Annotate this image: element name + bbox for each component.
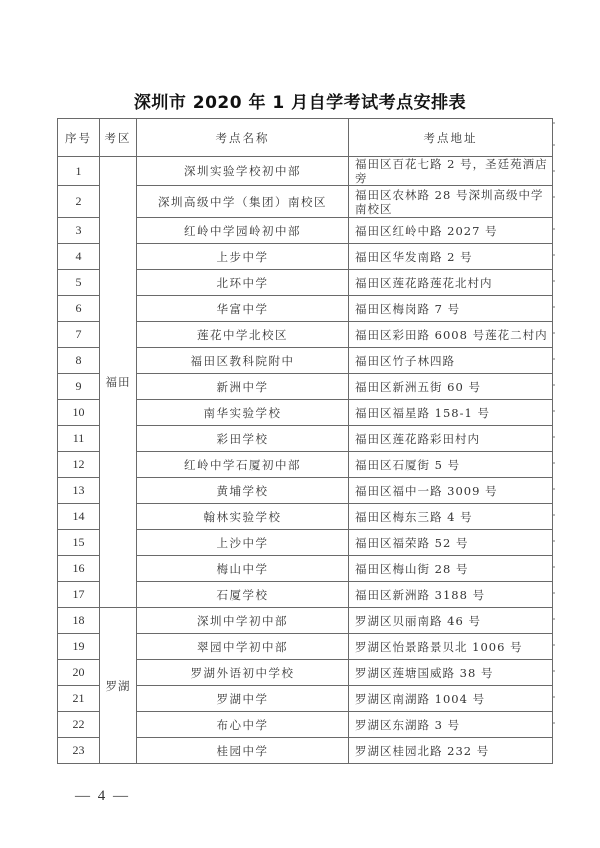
row-site-name: 罗湖外语初中学校	[137, 660, 349, 686]
row-site-address: 福田区莲花路莲花北村内	[349, 270, 553, 296]
row-site-address: 福田区石厦街 5 号	[349, 452, 553, 478]
row-seq: 6	[58, 296, 100, 322]
header-seq: 序号	[58, 119, 100, 157]
row-site-address: 罗湖区东湖路 3 号	[349, 712, 553, 738]
row-site-address: 福田区梅东三路 4 号	[349, 504, 553, 530]
row-seq: 5	[58, 270, 100, 296]
row-site-address: 福田区梅山街 28 号	[349, 556, 553, 582]
row-seq: 13	[58, 478, 100, 504]
row-site-name: 翰林实验学校	[137, 504, 349, 530]
row-site-name: 布心中学	[137, 712, 349, 738]
row-site-name: 上沙中学	[137, 530, 349, 556]
row-site-name: 华富中学	[137, 296, 349, 322]
edge-mark	[553, 384, 555, 386]
edge-mark	[553, 488, 555, 490]
row-site-address: 福田区莲花路彩田村内	[349, 426, 553, 452]
table-row	[58, 157, 553, 186]
row-seq: 20	[58, 660, 100, 686]
exam-site-table	[57, 118, 553, 764]
row-site-name: 彩田学校	[137, 426, 349, 452]
row-seq: 12	[58, 452, 100, 478]
edge-mark	[553, 540, 555, 542]
row-site-address: 罗湖区贝丽南路 46 号	[349, 608, 553, 634]
row-site-address: 福田区华发南路 2 号	[349, 244, 553, 270]
edge-mark	[553, 618, 555, 620]
row-seq: 15	[58, 530, 100, 556]
edge-mark	[553, 462, 555, 464]
header-district: 考区	[100, 119, 137, 157]
row-site-address: 罗湖区怡景路景贝北 1006 号	[349, 634, 553, 660]
row-seq: 4	[58, 244, 100, 270]
row-site-name: 红岭中学园岭初中部	[137, 218, 349, 244]
row-site-name: 深圳实验学校初中部	[137, 157, 349, 186]
edge-mark	[553, 228, 555, 230]
edge-mark	[553, 592, 555, 594]
row-seq: 22	[58, 712, 100, 738]
edge-mark	[553, 170, 555, 172]
row-site-name: 翠园中学初中部	[137, 634, 349, 660]
row-site-address: 福田区新洲五街 60 号	[349, 374, 553, 400]
edge-mark	[553, 410, 555, 412]
row-site-name: 北环中学	[137, 270, 349, 296]
row-site-address: 福田区福荣路 52 号	[349, 530, 553, 556]
row-seq: 2	[58, 186, 100, 218]
edge-mark	[553, 566, 555, 568]
row-site-address: 福田区竹子林四路	[349, 348, 553, 374]
row-site-address: 福田区彩田路 6008 号莲花二村内	[349, 322, 553, 348]
row-site-address: 福田区红岭中路 2027 号	[349, 218, 553, 244]
edge-mark	[553, 122, 555, 124]
header-name: 考点名称	[137, 119, 349, 157]
row-seq: 21	[58, 686, 100, 712]
edge-mark	[553, 306, 555, 308]
row-site-address: 福田区百花七路 2 号，圣廷苑酒店旁	[349, 157, 553, 186]
row-seq: 14	[58, 504, 100, 530]
row-site-name: 莲花中学北校区	[137, 322, 349, 348]
row-site-name: 南华实验学校	[137, 400, 349, 426]
row-site-name: 上步中学	[137, 244, 349, 270]
row-site-name: 黄埔学校	[137, 478, 349, 504]
row-seq: 17	[58, 582, 100, 608]
edge-mark	[553, 722, 555, 724]
row-site-address: 福田区福中一路 3009 号	[349, 478, 553, 504]
row-seq: 23	[58, 738, 100, 764]
row-site-name: 深圳高级中学（集团）南校区	[137, 186, 349, 218]
edge-mark	[553, 670, 555, 672]
header-address: 考点地址	[349, 119, 553, 157]
page-number: — 4 —	[75, 788, 130, 804]
edge-mark	[553, 144, 555, 146]
row-site-name: 福田区教科院附中	[137, 348, 349, 374]
row-site-address: 福田区新洲路 3188 号	[349, 582, 553, 608]
edge-mark	[553, 514, 555, 516]
edge-mark	[553, 280, 555, 282]
row-site-name: 深圳中学初中部	[137, 608, 349, 634]
row-site-address: 福田区福星路 158-1 号	[349, 400, 553, 426]
row-site-name: 梅山中学	[137, 556, 349, 582]
row-site-address: 罗湖区莲塘国威路 38 号	[349, 660, 553, 686]
row-site-name: 石厦学校	[137, 582, 349, 608]
row-seq: 19	[58, 634, 100, 660]
district-cell-futian: 福田	[100, 157, 137, 608]
row-site-name: 红岭中学石厦初中部	[137, 452, 349, 478]
row-site-address: 罗湖区南湖路 1004 号	[349, 686, 553, 712]
row-site-address: 福田区农林路 28 号深圳高级中学南校区	[349, 186, 553, 218]
row-site-name: 新洲中学	[137, 374, 349, 400]
table-row	[58, 608, 553, 634]
document-title: 深圳市 2020 年 1 月自学考试考点安排表	[133, 93, 467, 113]
district-cell-luohu: 罗湖	[100, 608, 137, 764]
table-edge-marks	[553, 118, 557, 762]
row-seq: 8	[58, 348, 100, 374]
edge-mark	[553, 254, 555, 256]
edge-mark	[553, 358, 555, 360]
row-seq: 9	[58, 374, 100, 400]
row-seq: 16	[58, 556, 100, 582]
edge-mark	[553, 196, 555, 198]
row-seq: 11	[58, 426, 100, 452]
row-seq: 7	[58, 322, 100, 348]
table-header-row	[58, 119, 553, 157]
edge-mark	[553, 696, 555, 698]
row-seq: 18	[58, 608, 100, 634]
row-site-address: 福田区梅岗路 7 号	[349, 296, 553, 322]
row-seq: 1	[58, 157, 100, 186]
edge-mark	[553, 436, 555, 438]
row-seq: 3	[58, 218, 100, 244]
edge-mark	[553, 644, 555, 646]
row-site-name: 桂园中学	[137, 738, 349, 764]
row-site-name: 罗湖中学	[137, 686, 349, 712]
edge-mark	[553, 332, 555, 334]
row-site-address: 罗湖区桂园北路 232 号	[349, 738, 553, 764]
row-seq: 10	[58, 400, 100, 426]
